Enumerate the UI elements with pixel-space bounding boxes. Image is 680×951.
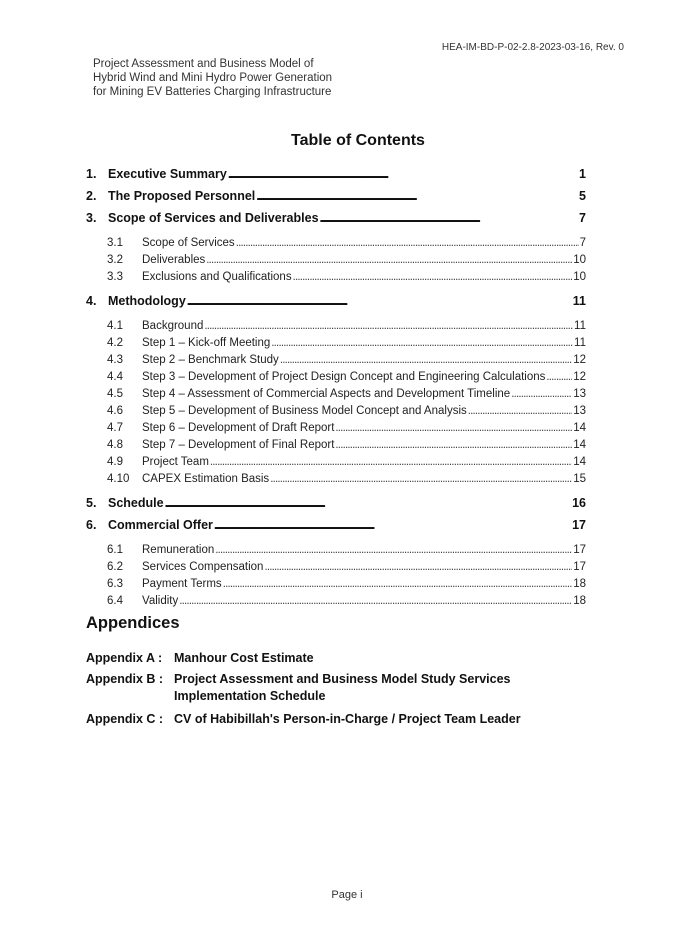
- toc-entry-number: 6.2: [107, 561, 123, 573]
- toc-entry-page: 13: [573, 388, 586, 400]
- dot-leader: [210, 454, 572, 471]
- toc-entry-4-3[interactable]: [86, 352, 586, 369]
- appendix-title: Manhour Cost Estimate: [174, 651, 314, 665]
- toc-entry-6-3[interactable]: [86, 576, 586, 593]
- toc-entry-title: Validity: [142, 595, 179, 607]
- toc-entry-page: 14: [573, 439, 586, 451]
- toc-entry-number: 1.: [86, 167, 97, 181]
- dot-leader: [320, 207, 579, 229]
- dot-leader: [546, 369, 572, 386]
- dot-leader: [335, 437, 572, 454]
- toc-entry-page: 16: [572, 496, 586, 510]
- toc-entry-4-10[interactable]: [86, 471, 586, 488]
- dot-leader: [293, 269, 573, 286]
- toc-entry-number: 6.3: [107, 578, 123, 590]
- toc-entry-4-9[interactable]: [86, 454, 586, 471]
- toc-entry-6-4[interactable]: [86, 593, 586, 610]
- toc-entry-title: Step 3 – Development of Project Design Concept and Engineering Calculations: [142, 371, 546, 383]
- toc-entry-page: 17: [572, 518, 586, 532]
- dot-leader: [335, 420, 572, 437]
- toc-entry-title: Project Team: [142, 456, 209, 468]
- dot-leader: [511, 386, 572, 403]
- dot-leader: [165, 492, 572, 514]
- appendix-title: CV of Habibillah's Person-in-Charge / Project Team Leader: [174, 712, 521, 726]
- dot-leader: [280, 352, 572, 369]
- toc-entry-5[interactable]: [86, 492, 586, 514]
- toc-entry-4-6[interactable]: [86, 403, 586, 420]
- document-reference: HEA-IM-BD-P-02-2.8-2023-03-16, Rev. 0: [441, 42, 624, 53]
- appendices-heading: Appendices: [86, 614, 180, 632]
- toc-entry-title: Step 1 – Kick-off Meeting: [142, 337, 271, 349]
- toc-entry-page: 14: [573, 422, 586, 434]
- toc-entry-number: 4.3: [107, 354, 123, 366]
- project-title-line: Project Assessment and Business Model of: [93, 58, 314, 70]
- dot-leader: [271, 335, 573, 352]
- toc-entry-page: 17: [573, 544, 586, 556]
- toc-entry-4-4[interactable]: [86, 369, 586, 386]
- toc-entry-number: 2.: [86, 189, 97, 203]
- toc-entry-page: 11: [574, 337, 586, 349]
- toc-entry-number: 4.2: [107, 337, 123, 349]
- toc-heading: Table of Contents: [291, 132, 425, 149]
- toc-entry-page: 13: [573, 405, 586, 417]
- toc-entry-number: 3.: [86, 211, 97, 225]
- toc-entry-title: Scope of Services: [142, 237, 235, 249]
- toc-entry-3-1[interactable]: [86, 235, 586, 252]
- toc-entry-number: 4.1: [107, 320, 123, 332]
- toc-entry-title: Step 6 – Development of Draft Report: [142, 422, 335, 434]
- toc-entry-number: 4.7: [107, 422, 123, 434]
- toc-entry-title: Schedule: [108, 496, 164, 510]
- toc-entry-title: Remuneration: [142, 544, 215, 556]
- toc-entry-number: 4.: [86, 294, 97, 308]
- project-title: [93, 57, 332, 99]
- toc-entry-title: Exclusions and Qualifications: [142, 271, 292, 283]
- toc-entry-number: 6.: [86, 518, 97, 532]
- toc-entry-title: Step 4 – Assessment of Commercial Aspects and Development Timeline: [142, 388, 511, 400]
- page-number: Page i: [331, 889, 363, 901]
- toc-entry-title: Step 5 – Development of Business Model Concept and Analysis: [142, 405, 467, 417]
- table-of-contents: [86, 163, 586, 614]
- dot-leader: [223, 576, 573, 593]
- toc-entry-4-8[interactable]: [86, 437, 586, 454]
- appendix-c-entry[interactable]: [86, 711, 586, 728]
- appendix-label: Appendix B :: [86, 672, 164, 686]
- toc-entry-number: 4.10: [107, 473, 130, 485]
- toc-entry-6-1[interactable]: [86, 542, 586, 559]
- dot-leader: [264, 559, 572, 576]
- toc-entry-page: 12: [573, 371, 586, 383]
- toc-entry-page: 18: [573, 578, 586, 590]
- dot-leader: [468, 403, 572, 420]
- toc-entry-number: 3.2: [107, 254, 123, 266]
- toc-entry-4-7[interactable]: [86, 420, 586, 437]
- dot-leader: [187, 290, 572, 312]
- toc-entry-6[interactable]: [86, 514, 586, 536]
- toc-entry-page: 7: [579, 211, 586, 225]
- toc-entry-number: 6.4: [107, 595, 123, 607]
- toc-entry-4-1[interactable]: [86, 318, 586, 335]
- toc-entry-number: 4.9: [107, 456, 123, 468]
- toc-entry-page: 5: [579, 189, 586, 203]
- toc-entry-3[interactable]: [86, 207, 586, 229]
- appendix-title: Project Assessment and Business Model Study Services Implementation Schedule: [174, 672, 511, 703]
- toc-entry-4[interactable]: [86, 290, 586, 312]
- toc-entry-title: Scope of Services and Deliverables: [108, 211, 319, 225]
- toc-entry-page: 11: [572, 294, 586, 308]
- project-title-line: for Mining EV Batteries Charging Infrastructure: [93, 86, 332, 98]
- toc-entry-number: 4.6: [107, 405, 123, 417]
- dot-leader: [206, 252, 572, 269]
- toc-entry-title: Payment Terms: [142, 578, 222, 590]
- toc-entry-title: Step 7 – Development of Final Report: [142, 439, 335, 451]
- toc-entry-page: 11: [574, 320, 586, 332]
- appendix-label: Appendix A :: [86, 651, 163, 665]
- dot-leader: [214, 514, 571, 536]
- toc-entry-title: Deliverables: [142, 254, 206, 266]
- toc-entry-page: 1: [579, 167, 586, 181]
- toc-entry-title: Services Compensation: [142, 561, 264, 573]
- toc-entry-3-3[interactable]: [86, 269, 586, 286]
- toc-entry-2[interactable]: [86, 185, 586, 207]
- toc-entry-1[interactable]: [86, 163, 586, 185]
- dot-leader: [215, 542, 572, 559]
- toc-entry-title: Step 2 – Benchmark Study: [142, 354, 279, 366]
- toc-entry-title: The Proposed Personnel: [108, 189, 256, 203]
- appendix-a-entry[interactable]: [86, 650, 586, 667]
- toc-entry-page: 17: [573, 561, 586, 573]
- appendix-b-entry[interactable]: [86, 671, 586, 705]
- toc-entry-page: 10: [573, 271, 586, 283]
- toc-entry-3-2[interactable]: [86, 252, 586, 269]
- toc-entry-title: Commercial Offer: [108, 518, 213, 532]
- toc-entry-number: 5.: [86, 496, 97, 510]
- toc-entry-page: 14: [573, 456, 586, 468]
- toc-entry-page: 15: [573, 473, 586, 485]
- toc-entry-number: 3.1: [107, 237, 123, 249]
- dot-leader: [204, 318, 573, 335]
- dot-leader: [256, 185, 578, 207]
- toc-entry-title: Executive Summary: [108, 167, 227, 181]
- toc-entry-number: 4.4: [107, 371, 123, 383]
- project-title-line: Hybrid Wind and Mini Hydro Power Generation: [93, 72, 333, 84]
- toc-entry-page: 12: [573, 354, 586, 366]
- toc-entry-number: 4.8: [107, 439, 123, 451]
- toc-entry-title: CAPEX Estimation Basis: [142, 473, 270, 485]
- dot-leader: [270, 471, 572, 488]
- toc-entry-page: 10: [573, 254, 586, 266]
- toc-entry-title: Background: [142, 320, 204, 332]
- toc-entry-number: 6.1: [107, 544, 123, 556]
- toc-entry-number: 4.5: [107, 388, 123, 400]
- toc-entry-4-5[interactable]: [86, 386, 586, 403]
- dot-leader: [228, 163, 578, 185]
- toc-entry-4-2[interactable]: [86, 335, 586, 352]
- toc-entry-6-2[interactable]: [86, 559, 586, 576]
- toc-entry-page: 18: [573, 595, 586, 607]
- toc-entry-page: 7: [579, 237, 586, 249]
- appendix-label: Appendix C :: [86, 712, 164, 726]
- dot-leader: [236, 235, 579, 252]
- toc-entry-title: Methodology: [108, 294, 186, 308]
- dot-leader: [179, 593, 572, 610]
- toc-entry-number: 3.3: [107, 271, 123, 283]
